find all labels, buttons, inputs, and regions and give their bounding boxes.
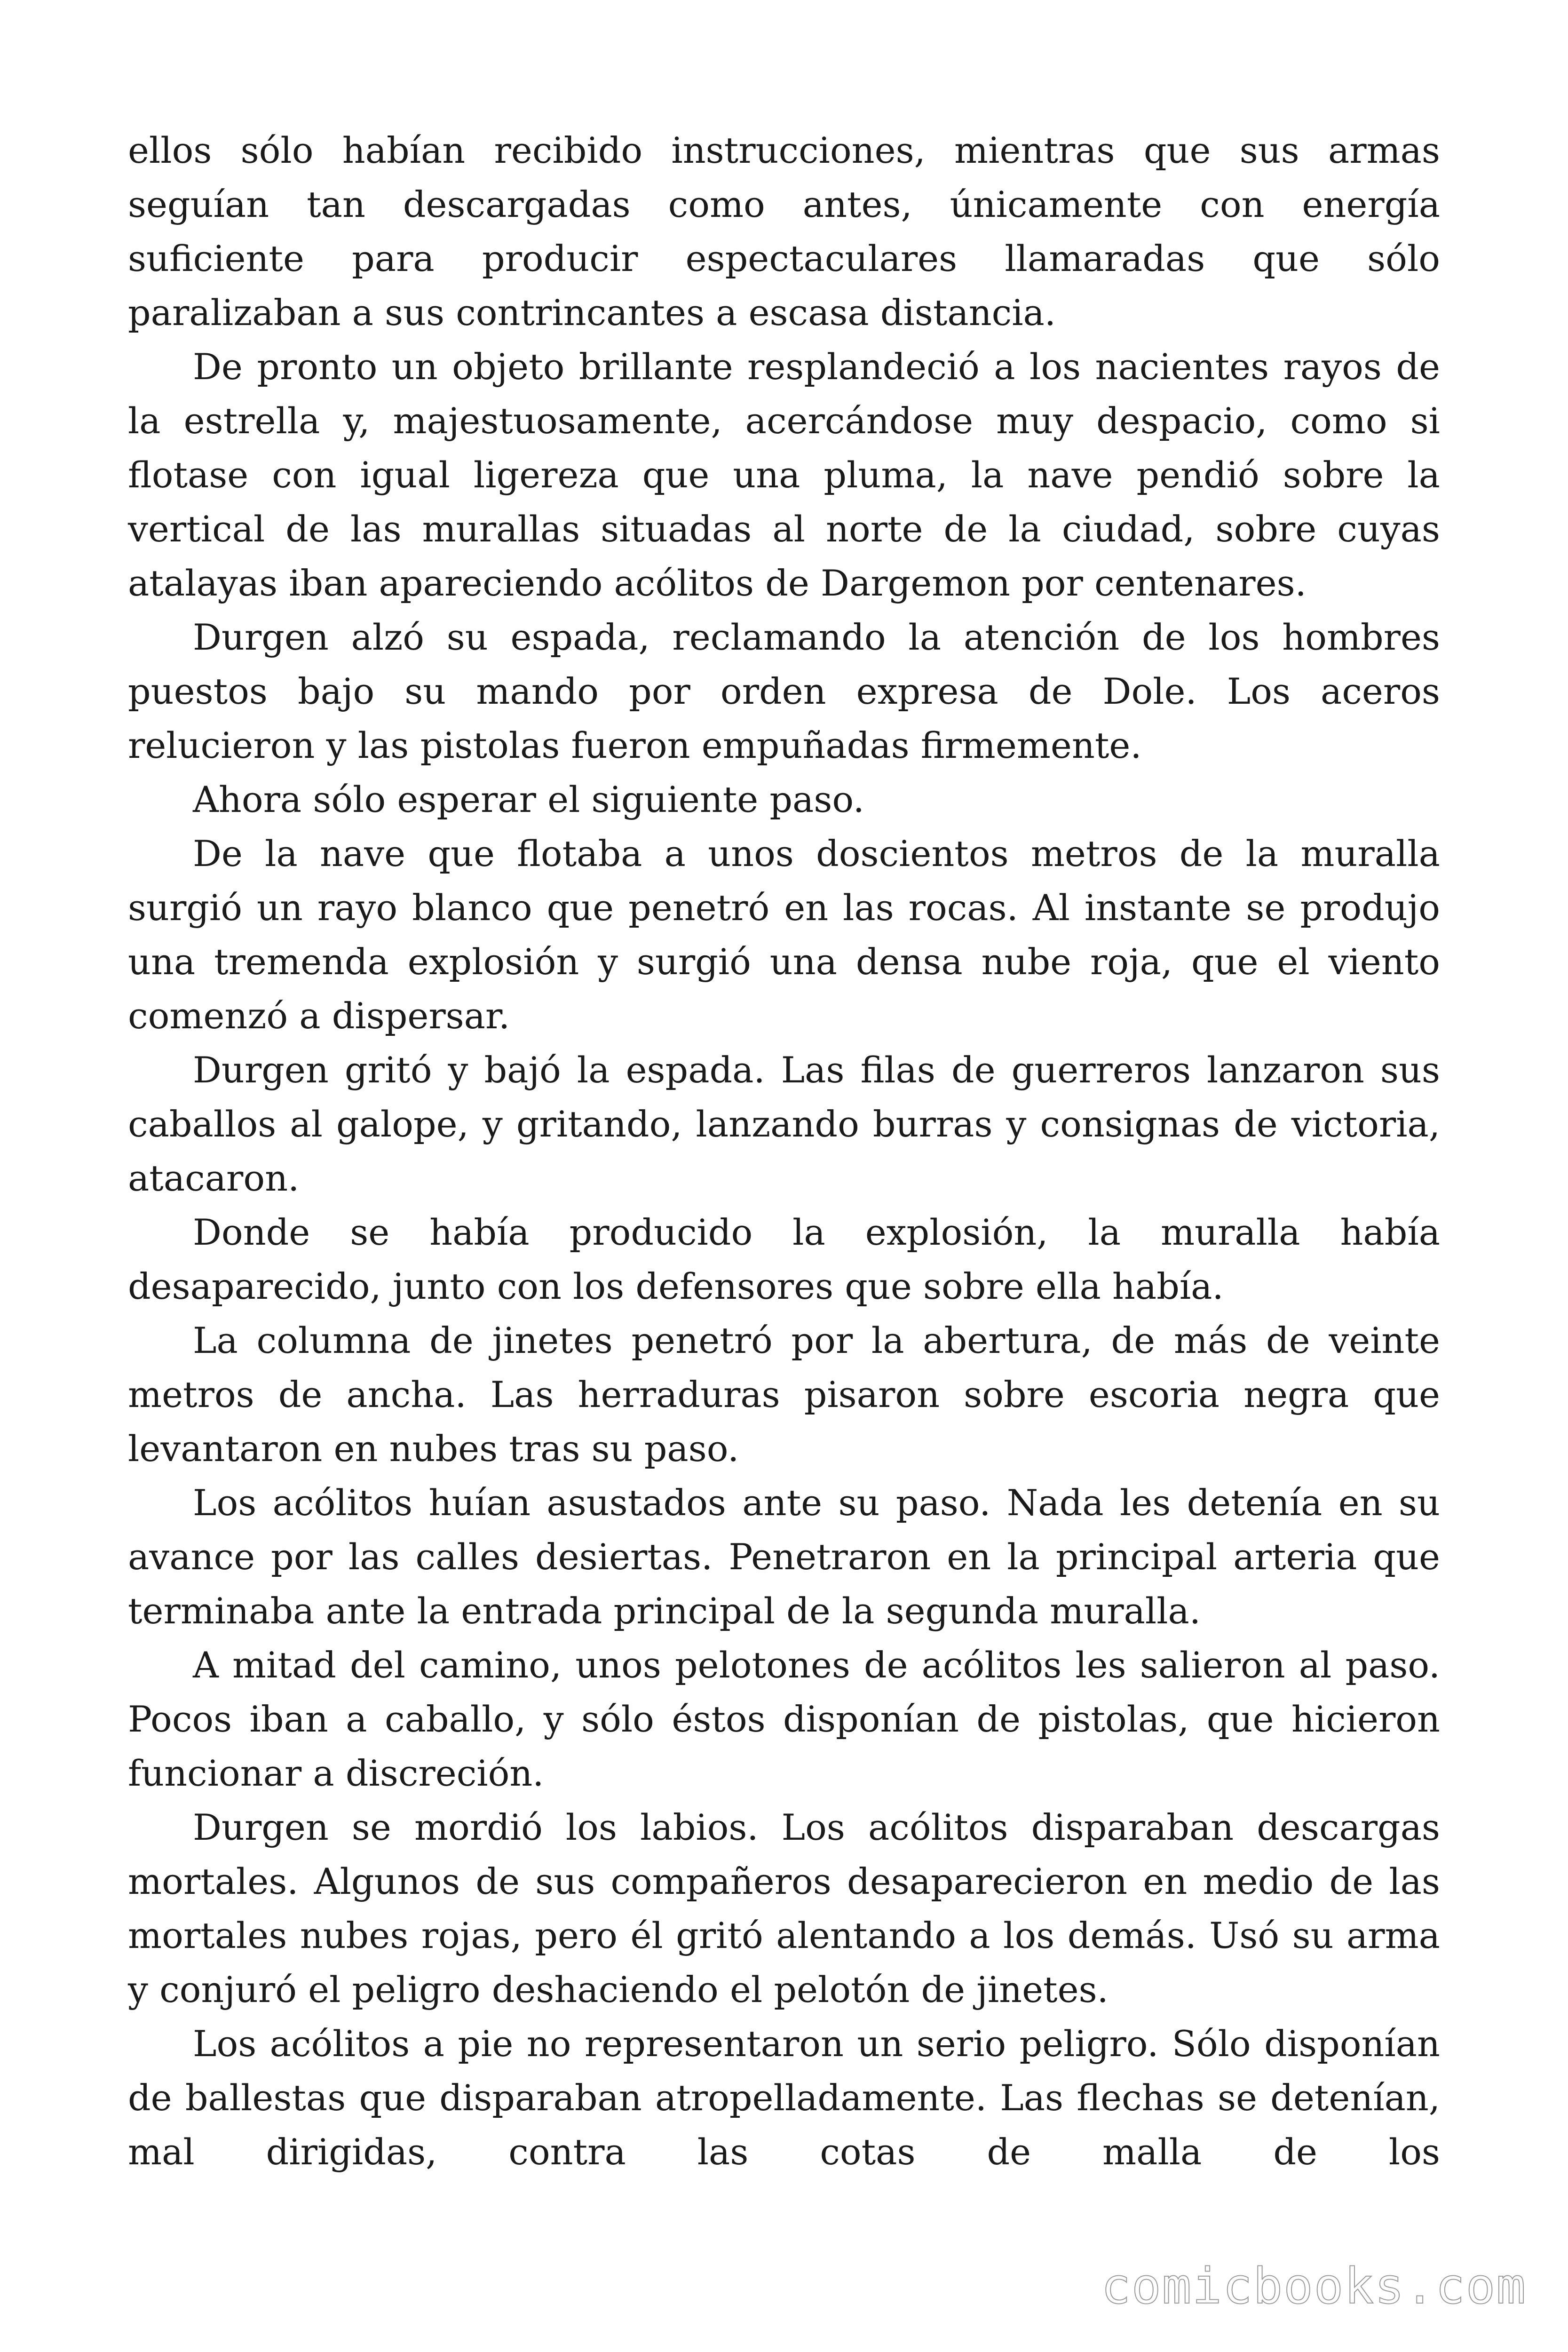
paragraph-8: La columna de jinetes penetró por la abertura, de más de veinte metros de ancha. Las herraduras pisaron sobre escoria negra que levantaron en nubes tras su paso.: [128, 1319, 1440, 1470]
paragraph-3: Durgen alzó su espada, reclamando la atención de los hombres puestos bajo su mando por orden expresa de Dole. Los aceros relucieron y las pistolas fueron empuñadas firmemente.: [128, 616, 1440, 766]
paragraph-1: ellos sólo habían recibido instrucciones, mientras que sus armas seguían tan descargadas como antes, únicamente con energía suficiente para producir espectaculares llamaradas que sólo paralizaban a sus contrincantes a escasa distancia.: [128, 129, 1440, 334]
paragraph-7: Donde se había producido la explosión, la muralla había desaparecido, junto con los defensores que sobre ella había.: [128, 1211, 1440, 1307]
paragraph-9: Los acólitos huían asustados ante su paso. Nada les detenía en su avance por las calles desiertas. Penetraron en la principal arteria que terminaba ante la entrada principal de la segunda muralla.: [128, 1482, 1440, 1632]
paragraph-6: Durgen gritó y bajó la espada. Las filas de guerreros lanzaron sus caballos al galope, y gritando, lanzando burras y consignas de victoria, atacaron.: [128, 1049, 1440, 1199]
watermark: comicbooks.com: [1101, 2257, 1527, 2315]
paragraph-4: Ahora sólo esperar el siguiente paso.: [193, 779, 864, 820]
paragraph-5: De la nave que flotaba a unos doscientos metros de la muralla surgió un rayo blanco que penetró en las rocas. Al instante se produjo una tremenda explosión y surgió una densa nube roja, que el viento comenzó a dispersar.: [128, 833, 1440, 1037]
paragraph-12: Los acólitos a pie no representaron un serio peligro. Sólo disponían de ballestas que disparaban atropelladamente. Las flechas se detenían, mal dirigidas, contra las cotas de malla de los: [128, 2023, 1440, 2173]
paragraph-11: Durgen se mordió los labios. Los acólitos disparaban descargas mortales. Algunos de sus compañeros desaparecieron en medio de las mortales nubes rojas, pero él gritó alentando a los demás. Usó su arma y conjuró el peligro deshaciendo el pelotón de jinetes.: [128, 1806, 1440, 2010]
paragraph-2: De pronto un objeto brillante resplandeció a los nacientes rayos de la estrella y, majestuosamente, acercándose muy despacio, como si flotase con igual ligereza que una pluma, la nave pendió sobre la vertical de las murallas situadas al norte de la ciudad, sobre cuyas atalayas iban apareciendo acólitos de Dargemon por centenares.: [128, 346, 1440, 604]
paragraph-10: A mitad del camino, unos pelotones de acólitos les salieron al paso. Pocos iban a caballo, y sólo éstos disponían de pistolas, que hicieron funcionar a discreción.: [128, 1644, 1440, 1794]
body-text: [128, 123, 1440, 2179]
